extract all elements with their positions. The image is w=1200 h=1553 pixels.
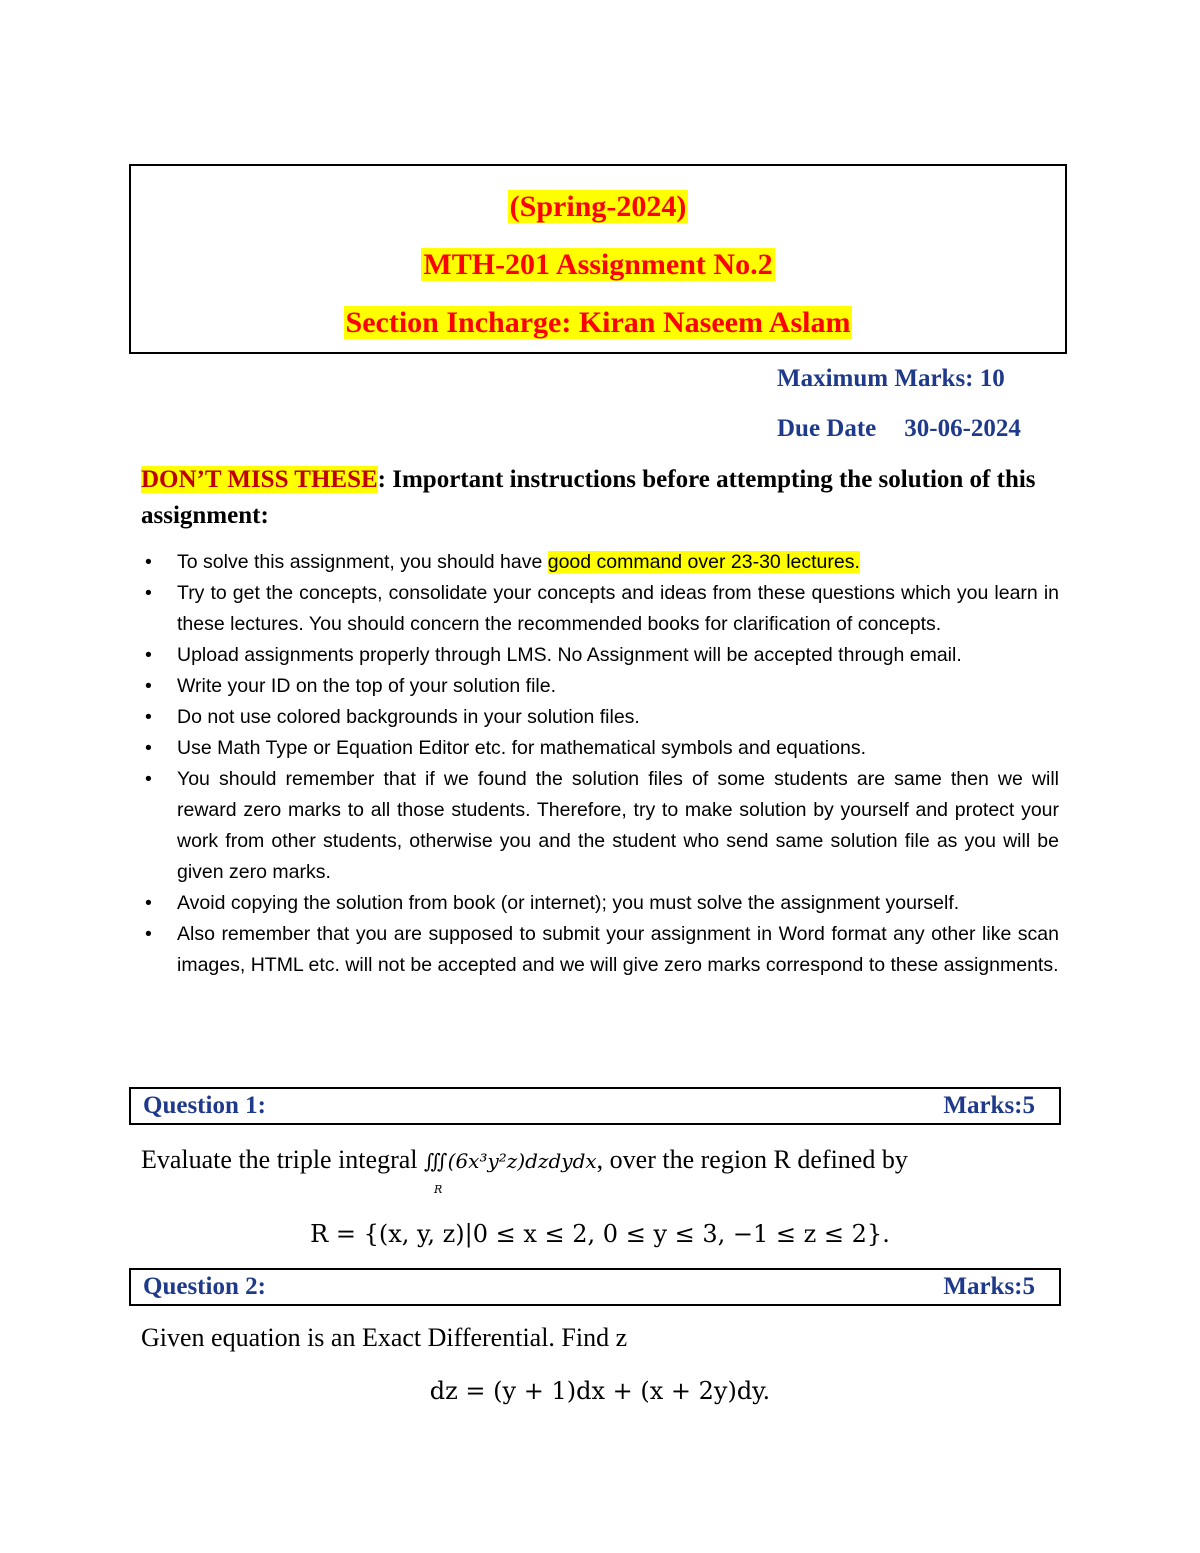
course-title: MTH-201 Assignment No.2 bbox=[423, 248, 773, 281]
due-date-label: Due Date bbox=[777, 415, 877, 442]
lectures-highlight: good command over 23-30 lectures. bbox=[547, 551, 860, 573]
incharge-line bbox=[131, 306, 1065, 340]
region-definition: R = {(x, y, z)|0 ≤ x ≤ 2, 0 ≤ y ≤ 3, −1 ≤ z ≤ 2}. bbox=[310, 1220, 890, 1248]
bullet-icon: • bbox=[145, 892, 152, 914]
dont-miss-highlight: DON’T MISS THESE bbox=[141, 466, 378, 493]
list-item: • Use Math Type or Equation Editor etc. for mathematical symbols and equations. bbox=[141, 733, 1059, 764]
question-1-header bbox=[129, 1087, 1061, 1125]
list-item: • To solve this assignment, you should have good command over 23-30 lectures. bbox=[141, 547, 1059, 578]
instruction-list bbox=[141, 547, 1059, 981]
term-text: (Spring-2024) bbox=[509, 190, 687, 223]
question-2-marks: Marks:5 bbox=[943, 1273, 1035, 1300]
instructions-heading bbox=[141, 462, 1061, 534]
term-line bbox=[131, 190, 1065, 224]
due-date-value: 30-06-2024 bbox=[904, 415, 1021, 442]
list-item: • Try to get the concepts, consolidate your concepts and ideas from these questions which you learn in these lectures. You should concern the recommended books for clarification of concepts. bbox=[141, 578, 1059, 640]
list-item: • Also remember that you are supposed to submit your assignment in Word format any other like scan images, HTML etc. will not be accepted and we will give zero marks correspond to these assignments. bbox=[141, 919, 1059, 981]
list-item: • Upload assignments properly through LMS. No Assignment will be accepted through email. bbox=[141, 640, 1059, 671]
integral-region-subscript: R bbox=[434, 1183, 443, 1196]
list-item: • Do not use colored backgrounds in your solution files. bbox=[141, 702, 1059, 733]
title-box bbox=[129, 164, 1067, 354]
question-2-label: Question 2: bbox=[143, 1273, 266, 1300]
bullet-icon: • bbox=[145, 923, 152, 945]
section-incharge: Section Incharge: Kiran Naseem Aslam bbox=[345, 306, 851, 339]
question-2-text: Given equation is an Exact Differential. Find z bbox=[141, 1323, 628, 1352]
exact-differential-equation: dz = (y + 1)dx + (x + 2y)dy. bbox=[429, 1377, 771, 1405]
bullet-icon: • bbox=[145, 737, 152, 759]
list-item: • Write your ID on the top of your solution file. bbox=[141, 671, 1059, 702]
bullet-icon: • bbox=[145, 582, 152, 604]
bullet-icon: • bbox=[145, 644, 152, 666]
course-line bbox=[131, 248, 1065, 282]
list-item: • Avoid copying the solution from book (or internet); you must solve the assignment yourself. bbox=[141, 888, 1059, 919]
instructions-heading-rest: : Important instructions before attempting the solution of this assignment: bbox=[141, 466, 1036, 529]
triple-integral: ∭(6x³y²z)dzdydx R bbox=[424, 1149, 597, 1196]
question-1-marks: Marks:5 bbox=[943, 1092, 1035, 1119]
bullet-icon: • bbox=[145, 706, 152, 728]
question-1-text: Evaluate the triple integral ∭(6x³y²z)dzdydx R , over the region R defined by bbox=[141, 1145, 908, 1196]
bullet-icon: • bbox=[145, 551, 152, 573]
bullet-icon: • bbox=[145, 675, 152, 697]
due-date-line bbox=[777, 415, 1021, 443]
bullet-icon: • bbox=[145, 768, 152, 790]
max-marks: Maximum Marks: 10 bbox=[777, 365, 1005, 392]
question-1-label: Question 1: bbox=[143, 1092, 266, 1119]
question-2-header bbox=[129, 1268, 1061, 1306]
list-item: • You should remember that if we found the solution files of some students are same then we will reward zero marks to all those students. Therefore, try to make solution by yourself and protect your work from other students, otherwise you and the student who send same solution file as you will be given zero marks. bbox=[141, 764, 1059, 888]
